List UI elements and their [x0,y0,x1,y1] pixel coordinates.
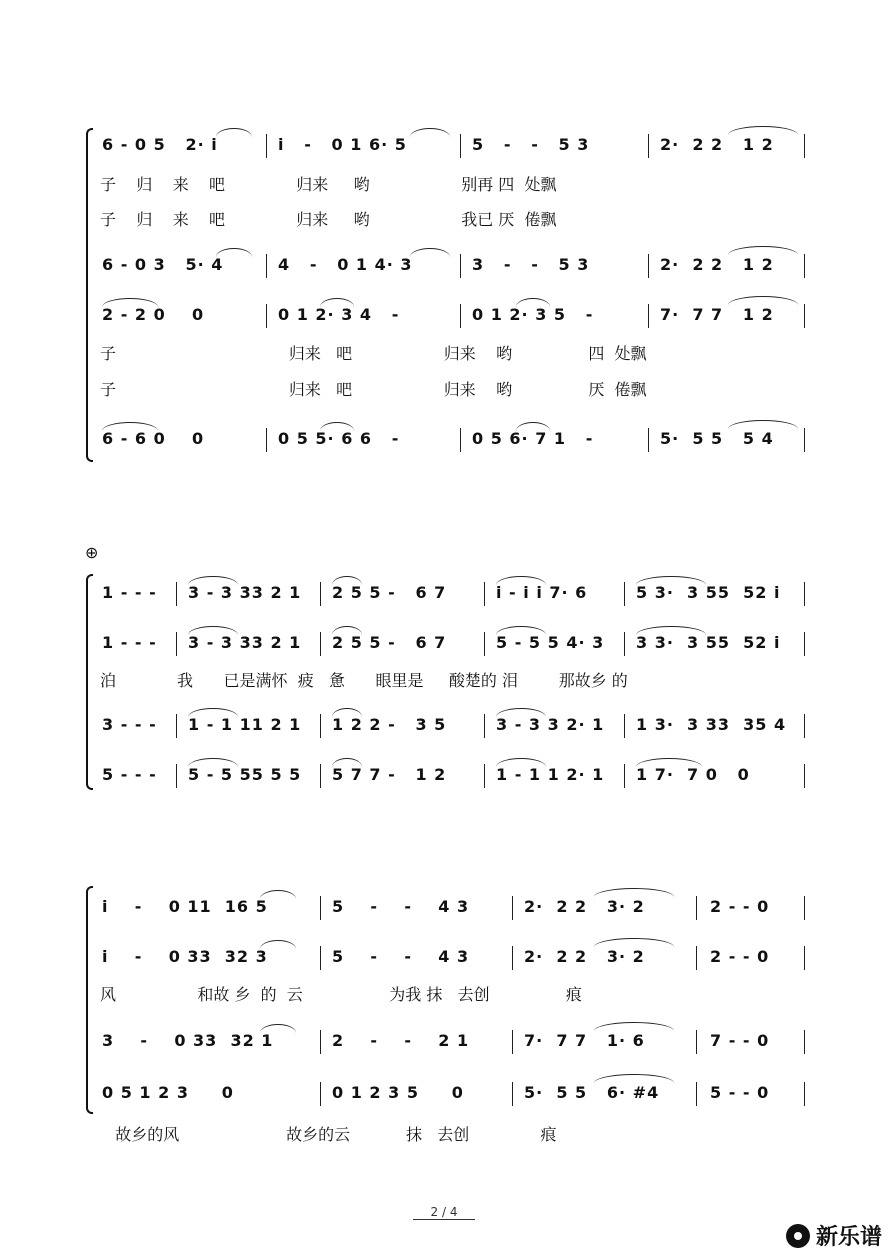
slur [188,708,238,717]
barline [696,1082,697,1106]
slur [594,1022,674,1031]
barline [460,428,461,452]
lyric-line: 泊 我 已是满怀 疲 惫 眼里是 酸楚的 泪 那故乡 的 [100,671,628,690]
page-number-text: 2 / 4 [413,1205,476,1220]
barline [512,1082,513,1106]
measure: 0 5 6· 7 1 - [472,429,594,448]
measure: 0 5 5· 6 6 - [278,429,400,448]
measure: i - i i 7· 6 [496,583,588,602]
barline [624,764,625,788]
slur [332,576,362,585]
slur [728,246,798,255]
slur [516,298,550,307]
notes-row [98,302,808,328]
measure: 6 - 0 5 2· i [102,135,218,154]
barline [804,254,805,278]
measure: 5 - - 4 3 [332,947,470,966]
vinyl-disc-icon [786,1224,810,1248]
barline [804,304,805,328]
barline [804,1082,805,1106]
slur [332,708,362,717]
notes-row [98,132,808,158]
slur [260,890,296,899]
barline [696,946,697,970]
barline [804,632,805,656]
notes-row [98,894,808,920]
barline [176,632,177,656]
measure: 6 - 0 3 5· 4 [102,255,224,274]
slur [102,422,158,431]
slur [728,126,798,135]
barline [624,632,625,656]
measure: 5 7 7 - 1 2 [332,765,447,784]
barline [648,254,649,278]
barline [804,428,805,452]
barline [266,304,267,328]
measure: 5· 5 5 6· #4 [524,1083,660,1102]
slur [594,888,674,897]
barline [320,764,321,788]
system-brace [86,886,93,1114]
barline [176,764,177,788]
measure: 1 7· 7 0 0 [636,765,750,784]
measure: 2 - 2 0 0 [102,305,205,324]
measure: 4 - 0 1 4· 3 [278,255,413,274]
barline [512,1030,513,1054]
measure: 5 - 5 5 4· 3 [496,633,605,652]
barline [460,134,461,158]
slur [636,626,706,635]
page-number [0,1205,888,1219]
notes-row [98,426,808,452]
barline [484,714,485,738]
measure: 3 - 3 33 2 1 [188,583,302,602]
measure: 1 - - - [102,633,157,652]
slur [594,1074,674,1083]
measure: 7 - - 0 [710,1031,770,1050]
slur [188,576,238,585]
site-logo [786,1220,882,1251]
barline [320,714,321,738]
slur [320,298,354,307]
measure: 3 - 3 3 2· 1 [496,715,605,734]
measure: 7· 7 7 1· 6 [524,1031,645,1050]
measure: 0 5 1 2 3 0 [102,1083,234,1102]
measure: 2· 2 2 1 2 [660,255,774,274]
measure: 2 - - 0 [710,897,770,916]
slur [636,758,702,767]
barline [320,946,321,970]
measure: 5 - 5 55 5 5 [188,765,302,784]
measure: i - 0 33 32 3 [102,947,268,966]
measure: 0 1 2· 3 5 - [472,305,594,324]
slur [410,128,450,137]
slur [636,576,706,585]
measure: 2· 2 2 1 2 [660,135,774,154]
measure: 7· 7 7 1 2 [660,305,774,324]
measure: 0 1 2· 3 4 - [278,305,400,324]
slur [332,758,362,767]
measure: 5 - - 5 3 [472,135,590,154]
barline [696,1030,697,1054]
notes-row [98,252,808,278]
notes-row [98,762,808,788]
slur [216,128,252,137]
measure: 3 - - 5 3 [472,255,590,274]
barline [320,1082,321,1106]
measure: 2· 2 2 3· 2 [524,947,645,966]
barline [512,946,513,970]
measure: 5 3· 3 55 52 i [636,583,781,602]
notes-row [98,712,808,738]
notes-row [98,580,808,606]
barline [266,134,267,158]
logo-text: 新乐谱 [815,1225,882,1250]
barline [266,254,267,278]
lyric-line: 子 归 来 吧 归来 哟 别再 四 处飘 [100,175,557,194]
slur [320,422,354,431]
barline [804,134,805,158]
lyric-line: 子 归来 吧 归来 哟 四 处飘 [100,344,647,363]
barline [804,946,805,970]
measure: 5 - - 4 3 [332,897,470,916]
slur [496,576,546,585]
barline [484,582,485,606]
slur [516,422,550,431]
barline [804,714,805,738]
system-brace [86,128,93,462]
slur [188,626,238,635]
slur [188,758,238,767]
slur [260,940,296,949]
barline [648,428,649,452]
measure: 1 3· 3 33 35 4 [636,715,787,734]
measure: 5 - - - [102,765,157,784]
barline [484,632,485,656]
barline [484,764,485,788]
barline [460,304,461,328]
coda-symbol: ⊕ [85,543,99,562]
barline [648,304,649,328]
measure: 3 - - - [102,715,157,734]
slur [410,248,450,257]
barline [460,254,461,278]
measure: 2· 2 2 3· 2 [524,897,645,916]
notes-row [98,630,808,656]
measure: 5· 5 5 5 4 [660,429,774,448]
slur [102,298,158,307]
measure: 1 - - - [102,583,157,602]
measure: 3 - 3 33 2 1 [188,633,302,652]
barline [648,134,649,158]
slur [216,248,252,257]
barline [176,582,177,606]
measure: 1 2 2 - 3 5 [332,715,447,734]
lyric-line: 子 归 来 吧 归来 哟 我已 厌 倦飘 [100,210,557,229]
barline [696,896,697,920]
measure: i - 0 11 16 5 [102,897,268,916]
slur [332,626,362,635]
notes-row [98,944,808,970]
slur [728,296,798,305]
measure: i - 0 1 6· 5 [278,135,407,154]
barline [320,896,321,920]
slur [728,420,798,429]
slur [496,758,546,767]
barline [320,1030,321,1054]
measure: 3 3· 3 55 52 i [636,633,781,652]
barline [320,582,321,606]
notes-row [98,1080,808,1106]
measure: 2 - - 2 1 [332,1031,470,1050]
measure: 2 - - 0 [710,947,770,966]
measure: 1 - 1 1 2· 1 [496,765,605,784]
measure: 1 - 1 11 2 1 [188,715,302,734]
barline [512,896,513,920]
measure: 0 1 2 3 5 0 [332,1083,464,1102]
barline [624,582,625,606]
barline [804,1030,805,1054]
measure: 3 - 0 33 32 1 [102,1031,274,1050]
lyric-line: 故乡的风 故乡的云 抹 去创 痕 [100,1125,557,1144]
barline [320,632,321,656]
lyric-line: 风 和故 乡 的 云 为我 抹 去创 痕 [100,985,582,1004]
barline [176,714,177,738]
barline [804,582,805,606]
measure: 6 - 6 0 0 [102,429,205,448]
lyric-line: 子 归来 吧 归来 哟 厌 倦飘 [100,380,647,399]
slur [260,1024,296,1033]
notes-row [98,1028,808,1054]
barline [624,714,625,738]
measure: 5 - - 0 [710,1083,770,1102]
measure: 2 5 5 - 6 7 [332,583,447,602]
slur [496,708,546,717]
slur [594,938,674,947]
slur [496,626,546,635]
barline [804,896,805,920]
barline [266,428,267,452]
measure: 2 5 5 - 6 7 [332,633,447,652]
barline [804,764,805,788]
system-brace [86,574,93,790]
